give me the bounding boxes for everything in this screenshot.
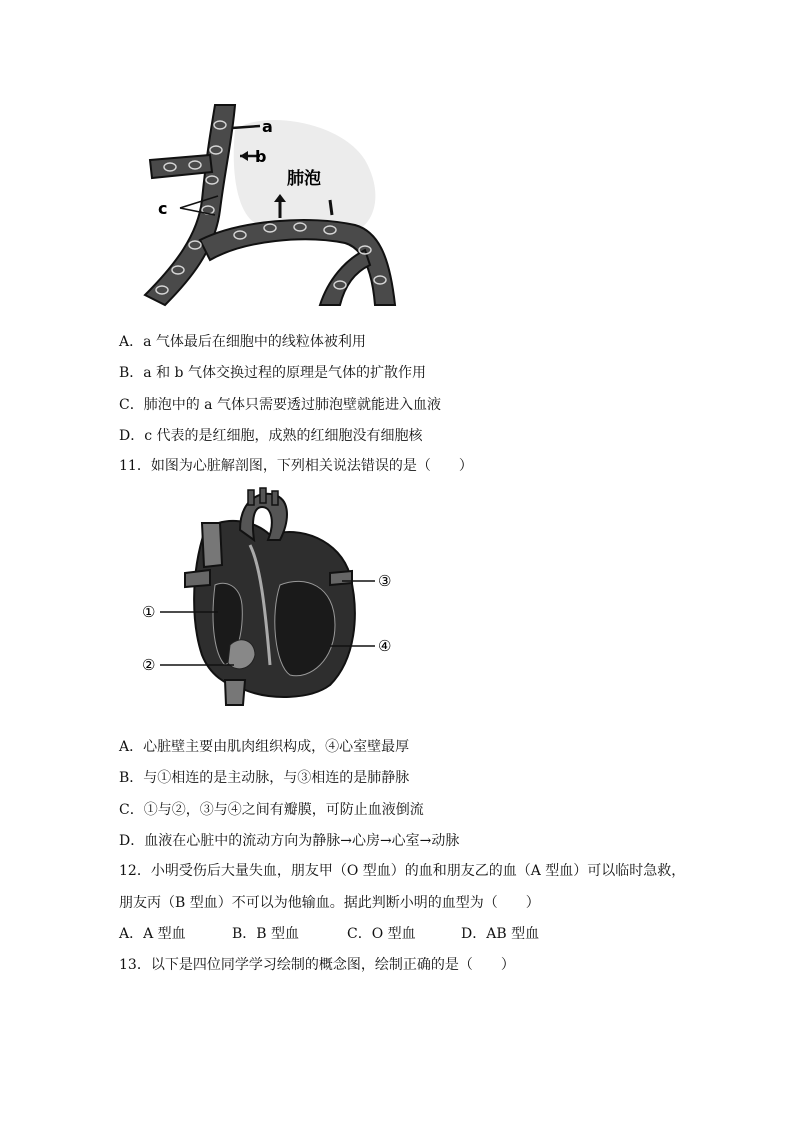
q11-option-b: B．与①相连的是主动脉，与③相连的是肺静脉 xyxy=(119,770,410,786)
q12-stem-line1: 12．小明受伤后大量失血，朋友甲（O 型血）的血和朋友乙的血（A 型血）可以临时急救， xyxy=(119,863,686,879)
alveolus-capillary-figure xyxy=(140,100,400,310)
marker-1: ① xyxy=(142,603,156,621)
label-alveolus: 肺泡 xyxy=(287,169,321,189)
marker-4: ④ xyxy=(378,637,392,655)
label-a: a xyxy=(262,117,273,136)
q10-option-c: C．肺泡中的 a 气体只需要透过肺泡壁就能进入血液 xyxy=(119,397,441,413)
label-b: b xyxy=(255,147,267,166)
q10-option-d: D．c 代表的是红细胞，成熟的红细胞没有细胞核 xyxy=(119,428,423,444)
marker-3: ③ xyxy=(378,572,392,590)
q11-option-a: A．心脏壁主要由肌肉组织构成，④心室壁最厚 xyxy=(119,739,410,755)
q10-option-b: B．a 和 b 气体交换过程的原理是气体的扩散作用 xyxy=(119,365,426,381)
q12-option-b: B．B 型血 xyxy=(232,926,300,942)
q12-options xyxy=(119,925,639,943)
marker-2: ② xyxy=(142,656,156,674)
q12-option-d: D．AB 型血 xyxy=(461,926,540,942)
q13-stem: 13．以下是四位同学学习绘制的概念图，绘制正确的是（ ） xyxy=(119,957,515,973)
q12-option-a: A．A 型血 xyxy=(119,926,186,942)
q12-stem-line2: 朋友丙（B 型血）不可以为他输血。据此判断小明的血型为（ ） xyxy=(119,895,540,911)
q11-stem: 11．如图为心脏解剖图，下列相关说法错误的是（ ） xyxy=(119,458,473,474)
q11-option-d: D．血液在心脏中的流动方向为静脉→心房→心室→动脉 xyxy=(119,833,460,849)
q12-option-c: C．O 型血 xyxy=(347,926,416,942)
q11-option-c: C．①与②，③与④之间有瓣膜，可防止血液倒流 xyxy=(119,802,424,818)
label-c: c xyxy=(158,199,168,218)
heart-anatomy-figure xyxy=(130,485,410,710)
q10-option-a: A．a 气体最后在细胞中的线粒体被利用 xyxy=(119,334,366,350)
